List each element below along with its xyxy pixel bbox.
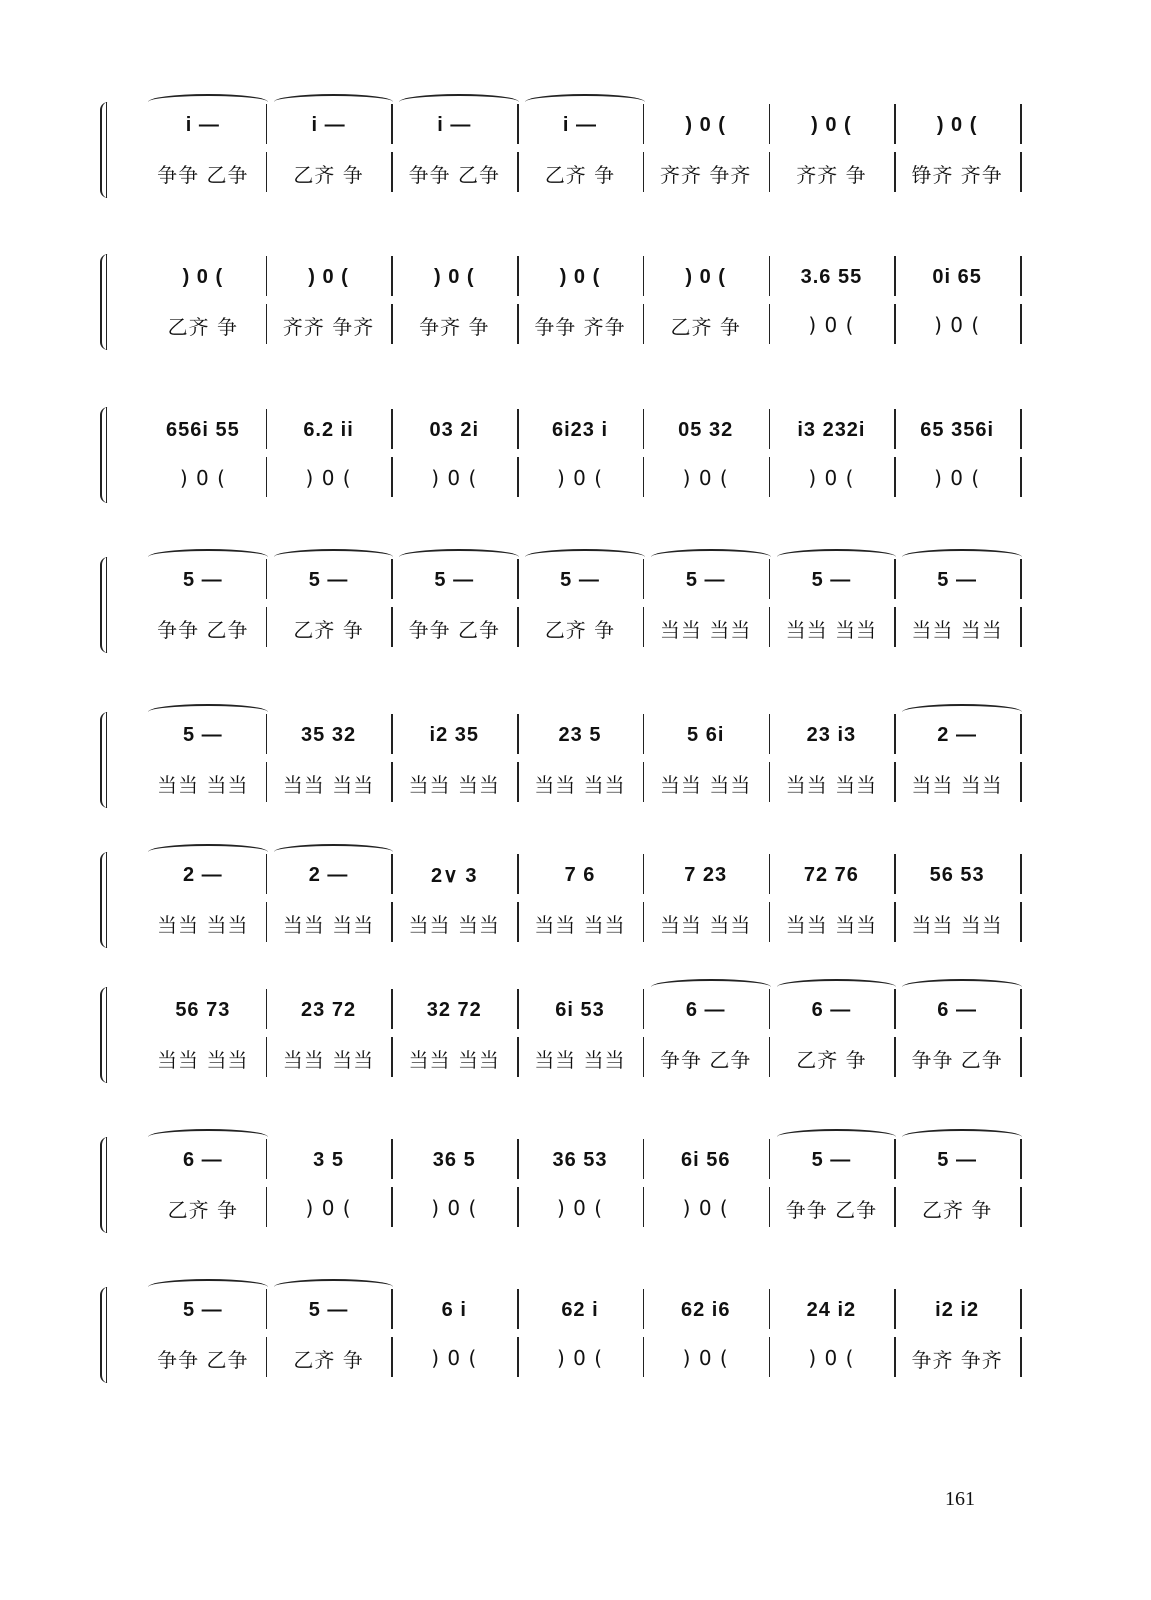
percussion-measure: 当当 当当 (157, 1047, 249, 1072)
melody-measure: 5 — (308, 568, 349, 591)
percussion-measure: ) 0 ( (179, 466, 226, 490)
melody-measure: 7 23 (684, 863, 728, 886)
percussion-measure: ) 0 ( (682, 1346, 729, 1370)
melody-measure: 23 5 (558, 723, 602, 746)
score-system (100, 985, 1040, 1095)
bar-line (1020, 256, 1022, 296)
percussion-measure: ) 0 ( (808, 313, 855, 337)
percussion-measure: 争争 乙争 (785, 1197, 878, 1222)
tie-arc (651, 549, 771, 565)
score-system (100, 1285, 1040, 1395)
tie-arc (148, 1129, 268, 1145)
melody-measure: 62 i (561, 1298, 599, 1321)
percussion-measure: 当当 当当 (157, 912, 249, 937)
tie-arc (777, 979, 897, 995)
melody-measure: i — (311, 113, 346, 136)
percussion-measure: 当当 当当 (282, 1047, 375, 1072)
melody-row (140, 718, 1020, 752)
melody-row (140, 260, 1020, 294)
score-system (100, 100, 1040, 210)
tie-arc (777, 549, 897, 565)
score-system (100, 1135, 1040, 1245)
tie-arc (525, 94, 645, 110)
melody-measure: 5 — (937, 1148, 977, 1171)
melody-measure: 65 356i (920, 418, 994, 441)
percussion-measure: 当当 当当 (660, 617, 752, 642)
percussion-row (140, 1041, 1020, 1075)
percussion-measure: 争争 乙争 (408, 617, 500, 642)
system-brace-line (106, 102, 107, 198)
tie-arc (902, 549, 1022, 565)
percussion-row (140, 1341, 1020, 1375)
melody-measure: 03 2i (429, 418, 480, 441)
melody-measure: ) 0 ( (182, 265, 224, 288)
percussion-measure: 乙齐 争 (167, 314, 239, 339)
melody-measure: 6i 53 (555, 998, 605, 1021)
tie-arc (148, 94, 268, 110)
percussion-row (140, 766, 1020, 800)
tie-arc (777, 1129, 897, 1145)
melody-measure: ) 0 ( (308, 265, 349, 288)
melody-measure: 5 6i (687, 723, 725, 746)
percussion-measure: ) 0 ( (305, 466, 352, 490)
melody-measure: i — (562, 113, 598, 136)
bar-line (1020, 559, 1022, 599)
score-system (100, 252, 1040, 362)
score-system (100, 710, 1040, 820)
percussion-measure: 当当 当当 (785, 772, 878, 797)
tie-arc (274, 1279, 394, 1295)
percussion-measure: 乙齐 争 (293, 162, 364, 187)
melody-measure: i3 232i (797, 418, 866, 441)
bar-line (1020, 762, 1022, 802)
melody-measure: 5 — (434, 568, 475, 591)
percussion-measure: 当当 当当 (282, 912, 375, 937)
bar-line (1020, 1289, 1022, 1329)
melody-measure: i — (437, 113, 472, 136)
bar-line (1020, 714, 1022, 754)
system-brace-line (106, 987, 107, 1083)
tie-arc (902, 979, 1022, 995)
percussion-measure: 当当 当当 (408, 912, 500, 937)
percussion-measure: 争争 乙争 (408, 162, 500, 187)
percussion-measure: 齐齐 争 (796, 162, 867, 187)
melody-measure: 72 76 (803, 863, 859, 886)
melody-measure: ) 0 ( (433, 265, 475, 288)
percussion-measure: ) 0 ( (556, 466, 604, 490)
melody-measure: 2 — (308, 863, 349, 886)
system-brace-line (106, 254, 107, 350)
tie-arc (148, 704, 268, 720)
percussion-measure: 乙齐 争 (544, 617, 616, 642)
percussion-measure: 齐齐 争齐 (282, 314, 375, 339)
bar-line (1020, 409, 1022, 449)
percussion-measure: 当当 当当 (282, 772, 375, 797)
percussion-measure: ) 0 ( (556, 1196, 604, 1220)
percussion-measure: 争争 乙争 (157, 162, 249, 187)
melody-measure: 6 — (937, 998, 977, 1021)
tie-arc (148, 844, 268, 860)
melody-measure: 5 — (811, 1148, 852, 1171)
percussion-measure: 乙齐 争 (796, 1047, 867, 1072)
bar-line (1020, 854, 1022, 894)
percussion-measure: 齐齐 争齐 (660, 162, 752, 187)
bar-line (1020, 304, 1022, 344)
melody-measure: 5 — (183, 723, 223, 746)
percussion-measure: 当当 当当 (157, 772, 249, 797)
melody-measure: 7 6 (564, 863, 596, 886)
melody-measure: 6i23 i (551, 418, 609, 441)
page-number: 161 (945, 1488, 975, 1510)
percussion-row (140, 156, 1020, 190)
melody-measure: 23 i3 (806, 723, 857, 746)
melody-measure: 5 — (560, 568, 600, 591)
percussion-measure: 争争 乙争 (660, 1047, 752, 1072)
melody-measure: 2∨ 3 (431, 864, 478, 887)
percussion-measure: ) 0 ( (431, 1346, 478, 1370)
tie-arc (148, 1279, 268, 1295)
bar-line (1020, 989, 1022, 1029)
bar-line (1020, 152, 1022, 192)
percussion-measure: 乙齐 争 (921, 1197, 993, 1222)
melody-measure: ) 0 ( (811, 113, 852, 136)
score-system (100, 555, 1040, 665)
tie-arc (399, 94, 519, 110)
percussion-measure: 乙齐 争 (293, 617, 364, 642)
percussion-row (140, 906, 1020, 940)
percussion-measure: 当当 当当 (785, 912, 878, 937)
melody-measure: 23 72 (301, 998, 357, 1021)
percussion-measure: ) 0 ( (808, 1346, 855, 1370)
melody-measure: 6 — (183, 1148, 223, 1171)
melody-measure: 05 32 (678, 418, 734, 441)
melody-measure: 24 i2 (806, 1298, 857, 1321)
melody-measure: i — (185, 113, 220, 136)
melody-measure: 0i 65 (932, 265, 982, 288)
tie-arc (274, 549, 394, 565)
percussion-row (140, 611, 1020, 645)
melody-measure: 5 — (308, 1298, 349, 1321)
percussion-measure: 乙齐 争 (670, 314, 741, 339)
bar-line (1020, 457, 1022, 497)
melody-measure: 36 5 (432, 1148, 476, 1171)
percussion-measure: 乙齐 争 (544, 162, 616, 187)
melody-measure: 5 — (183, 568, 223, 591)
percussion-measure: 争齐 争齐 (911, 1347, 1003, 1372)
melody-measure: 5 — (811, 568, 852, 591)
tie-arc (274, 94, 394, 110)
melody-row (140, 563, 1020, 597)
percussion-measure: 当当 当当 (534, 1047, 626, 1072)
melody-measure: 36 53 (552, 1148, 608, 1171)
melody-measure: 56 53 (929, 863, 985, 886)
melody-measure: 3 5 (313, 1148, 344, 1171)
melody-measure: 56 73 (175, 998, 231, 1021)
percussion-measure: 当当 当当 (534, 772, 626, 797)
percussion-measure: 乙齐 争 (167, 1197, 239, 1222)
percussion-measure: ) 0 ( (556, 1346, 604, 1370)
system-brace-line (106, 712, 107, 808)
tie-arc (902, 1129, 1022, 1145)
melody-measure: 6i 56 (680, 1148, 731, 1171)
melody-row (140, 108, 1020, 142)
percussion-measure: ) 0 ( (431, 466, 478, 490)
percussion-measure: 当当 当当 (408, 1047, 500, 1072)
tie-arc (148, 549, 268, 565)
percussion-measure: ) 0 ( (808, 466, 855, 490)
percussion-measure: 争争 乙争 (157, 1347, 249, 1372)
tie-arc (274, 844, 394, 860)
melody-measure: ) 0 ( (685, 113, 726, 136)
bar-line (1020, 1337, 1022, 1377)
melody-measure: 2 — (183, 863, 223, 886)
melody-measure: 5 — (685, 568, 726, 591)
melody-measure: ) 0 ( (936, 113, 978, 136)
melody-row (140, 858, 1020, 892)
melody-measure: 6 i (441, 1298, 467, 1321)
percussion-measure: 乙齐 争 (293, 1347, 364, 1372)
bar-line (1020, 607, 1022, 647)
melody-measure: 62 i6 (680, 1298, 731, 1321)
melody-row (140, 993, 1020, 1027)
percussion-measure: 当当 当当 (534, 912, 626, 937)
percussion-measure: ) 0 ( (682, 466, 729, 490)
percussion-measure: 当当 当当 (911, 772, 1003, 797)
tie-arc (902, 704, 1022, 720)
melody-measure: 6.2 ii (303, 418, 354, 441)
bar-line (1020, 104, 1022, 144)
melody-measure: 656i 55 (165, 418, 240, 441)
score-system (100, 850, 1040, 960)
melody-measure: ) 0 ( (685, 265, 726, 288)
melody-measure: 5 — (937, 568, 977, 591)
percussion-measure: 争争 齐争 (534, 314, 626, 339)
score-system (100, 405, 1040, 515)
melody-measure: i2 35 (429, 723, 480, 746)
tie-arc (525, 549, 645, 565)
melody-measure: 6 — (811, 998, 852, 1021)
percussion-measure: ) 0 ( (934, 466, 981, 490)
bar-line (1020, 1139, 1022, 1179)
percussion-measure: 铮齐 齐争 (911, 162, 1003, 187)
percussion-measure: 当当 当当 (660, 772, 752, 797)
melody-measure: i2 i2 (935, 1298, 980, 1321)
melody-row (140, 1143, 1020, 1177)
bar-line (1020, 902, 1022, 942)
percussion-row (140, 308, 1020, 342)
percussion-measure: 争争 乙争 (911, 1047, 1003, 1072)
melody-measure: 2 — (937, 723, 977, 746)
melody-row (140, 1293, 1020, 1327)
system-brace-line (106, 407, 107, 503)
system-brace-line (106, 1287, 107, 1383)
system-brace-line (106, 557, 107, 653)
melody-row (140, 413, 1020, 447)
tie-arc (651, 979, 771, 995)
percussion-measure: 争齐 争 (419, 314, 490, 339)
melody-measure: 3.6 55 (800, 265, 863, 288)
melody-measure: 32 72 (426, 998, 482, 1021)
percussion-row (140, 1191, 1020, 1225)
percussion-measure: ) 0 ( (934, 313, 981, 337)
percussion-row (140, 461, 1020, 495)
melody-measure: 35 32 (301, 723, 357, 746)
system-brace-line (106, 1137, 107, 1233)
tie-arc (399, 549, 519, 565)
percussion-measure: 当当 当当 (785, 617, 878, 642)
melody-measure: 5 — (183, 1298, 223, 1321)
percussion-measure: ) 0 ( (305, 1196, 352, 1220)
percussion-measure: ) 0 ( (682, 1196, 729, 1220)
melody-measure: 6 — (685, 998, 726, 1021)
system-brace-line (106, 852, 107, 948)
percussion-measure: 当当 当当 (408, 772, 500, 797)
bar-line (1020, 1037, 1022, 1077)
bar-line (1020, 1187, 1022, 1227)
percussion-measure: 争争 乙争 (157, 617, 249, 642)
percussion-measure: ) 0 ( (431, 1196, 478, 1220)
percussion-measure: 当当 当当 (911, 912, 1003, 937)
melody-measure: ) 0 ( (559, 265, 601, 288)
percussion-measure: 当当 当当 (660, 912, 752, 937)
percussion-measure: 当当 当当 (911, 617, 1003, 642)
